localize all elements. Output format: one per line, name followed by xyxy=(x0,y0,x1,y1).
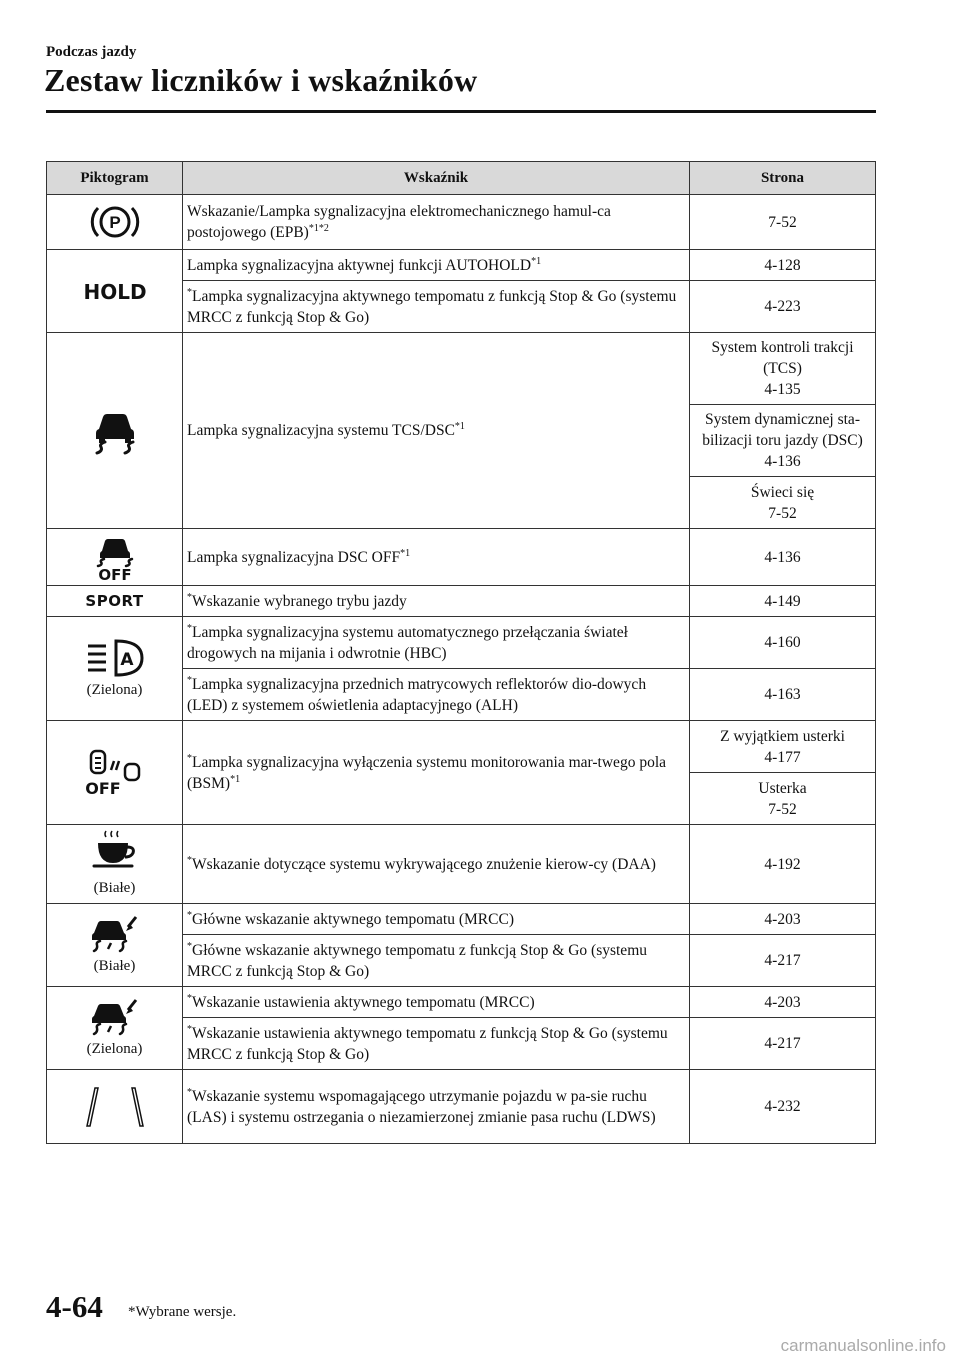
pictogram-cell xyxy=(47,250,183,333)
indicator-description: *Lampka sygnalizacyjna przednich matrycowych reflektorów dio-dowych (LED) z systemem oświetlenia adaptacyjnego (ALH) xyxy=(183,669,690,721)
page-reference: System kontroli trakcji (TCS) 4-135 xyxy=(690,333,876,405)
indicator-description: *Główne wskazanie aktywnego tempomatu (MRCC) xyxy=(183,904,690,935)
table-row xyxy=(47,987,876,1018)
high-beam-control-icon xyxy=(82,637,148,677)
svg-text:OFF: OFF xyxy=(97,566,132,581)
pictogram-cell xyxy=(47,1070,183,1144)
indicator-description: *Wskazanie ustawienia aktywnego tempomatu z funkcją Stop & Go (systemu MRCC z funkcją Stop & Go) xyxy=(183,1018,690,1070)
indicator-description: Wskazanie/Lampka sygnalizacyjna elektromechanicznego hamul-ca postojowego (EPB)$^{*1*2}$ xyxy=(183,195,690,250)
pictogram-cell xyxy=(47,825,183,904)
indicator-description: *Wskazanie dotyczące systemu wykrywającego znużenie kierow-cy (DAA) xyxy=(183,825,690,904)
page-reference: 4-128 xyxy=(690,250,876,281)
page-reference: 4-163 xyxy=(690,669,876,721)
lane-lines-icon xyxy=(75,1084,155,1130)
page-reference: 4-149 xyxy=(690,586,876,617)
dsc-off-icon xyxy=(85,533,145,581)
table-row xyxy=(47,904,876,935)
section-label: Podczas jazdy xyxy=(46,44,137,60)
pictogram-cell xyxy=(47,987,183,1070)
pictogram-cell xyxy=(47,195,183,250)
svg-text:P: P xyxy=(108,213,121,232)
traction-control-icon xyxy=(85,405,145,457)
bsm-off-icon xyxy=(81,748,149,798)
indicator-description: Lampka sygnalizacyjna DSC OFF$^{*1}$ xyxy=(183,529,690,586)
pictogram-cell xyxy=(47,586,183,617)
parking-brake-icon xyxy=(84,202,146,242)
icon-color-caption: (Białe) xyxy=(93,880,136,896)
indicator-description: *Lampka sygnalizacyjna systemu automatycznego przełączania świateł drogowych na mijania i odwrotnie (HBC) xyxy=(183,617,690,669)
table-row xyxy=(47,333,876,405)
page-reference: Świeci się 7-52 xyxy=(690,477,876,529)
column-header-page: Strona xyxy=(690,162,876,195)
table-row xyxy=(47,825,876,904)
pictogram-cell xyxy=(47,904,183,987)
table-row xyxy=(47,721,876,773)
page-reference: 4-203 xyxy=(690,987,876,1018)
icon-color-caption: (Zielona) xyxy=(86,1041,143,1057)
watermark: carmanualsonline.info xyxy=(780,1336,946,1355)
page-reference: 4-203 xyxy=(690,904,876,935)
coffee-cup-icon xyxy=(90,829,140,875)
title-rule xyxy=(46,110,876,113)
table-row xyxy=(47,586,876,617)
pictogram-cell xyxy=(47,333,183,529)
icon-color-caption: (Zielona) xyxy=(86,681,143,698)
page-reference: 4-192 xyxy=(690,825,876,904)
page-reference: 4-223 xyxy=(690,281,876,333)
table-row xyxy=(47,1070,876,1144)
indicator-description: *Wskazanie systemu wspomagającego utrzymanie pojazdu w pa-sie ruchu (LAS) i systemu ostrzegania o niezamierzonej zmianie pasa ruchu (LDWS) xyxy=(183,1070,690,1144)
table-row xyxy=(47,250,876,281)
footnote: *Wybrane wersje. xyxy=(128,1304,237,1320)
page-title: Zestaw liczników i wskaźników xyxy=(44,62,478,98)
indicator-description: Lampka sygnalizacyjna aktywnej funkcji AUTOHOLD$^{*1}$ xyxy=(183,250,690,281)
indicator-description: *Wskazanie wybranego trybu jazdy xyxy=(183,586,690,617)
table-header-row xyxy=(47,162,876,195)
page-reference: 4-217 xyxy=(690,1018,876,1070)
icon-color-caption: (Białe) xyxy=(93,958,136,974)
table-row xyxy=(47,195,876,250)
pictogram-cell xyxy=(47,617,183,721)
svg-text:OFF: OFF xyxy=(84,778,121,798)
cruise-control-icon xyxy=(88,913,142,953)
indicator-description: *Wskazanie ustawienia aktywnego tempomatu (MRCC) xyxy=(183,987,690,1018)
page-number: 4-64 xyxy=(46,1289,103,1324)
indicator-description: *Lampka sygnalizacyjna wyłączenia systemu monitorowania mar-twego pola (BSM)$^{*1}$ xyxy=(183,721,690,825)
table-row xyxy=(47,529,876,586)
svg-text:HOLD: HOLD xyxy=(82,280,147,304)
hold-icon xyxy=(83,278,147,304)
page-reference: 4-160 xyxy=(690,617,876,669)
page-reference: Usterka 7-52 xyxy=(690,773,876,825)
table-row xyxy=(47,617,876,669)
column-header-pictogram: Piktogram xyxy=(47,162,183,195)
column-header-indicator: Wskaźnik xyxy=(183,162,690,195)
page-reference: 4-136 xyxy=(690,529,876,586)
page-reference: 4-232 xyxy=(690,1070,876,1144)
svg-text:A: A xyxy=(119,649,134,670)
sport-mode-icon: SPORT xyxy=(85,591,144,610)
indicator-description: *Główne wskazanie aktywnego tempomatu z funkcją Stop & Go (systemu MRCC z funkcją Stop & Go) xyxy=(183,935,690,987)
page-reference: 7-52 xyxy=(690,195,876,250)
page-reference: System dynamicznej sta- bilizacji toru jazdy (DSC) 4-136 xyxy=(690,405,876,477)
indicator-table xyxy=(46,161,876,1144)
indicator-description: Lampka sygnalizacyjna systemu TCS/DSC$^{*1}$ xyxy=(183,333,690,529)
pictogram-cell xyxy=(47,529,183,586)
pictogram-cell xyxy=(47,721,183,825)
page-reference: Z wyjątkiem usterki 4-177 xyxy=(690,721,876,773)
page-reference: 4-217 xyxy=(690,935,876,987)
indicator-description: *Lampka sygnalizacyjna aktywnego tempomatu z funkcją Stop & Go (systemu MRCC z funkcją Stop & Go) xyxy=(183,281,690,333)
cruise-control-icon xyxy=(88,996,142,1036)
